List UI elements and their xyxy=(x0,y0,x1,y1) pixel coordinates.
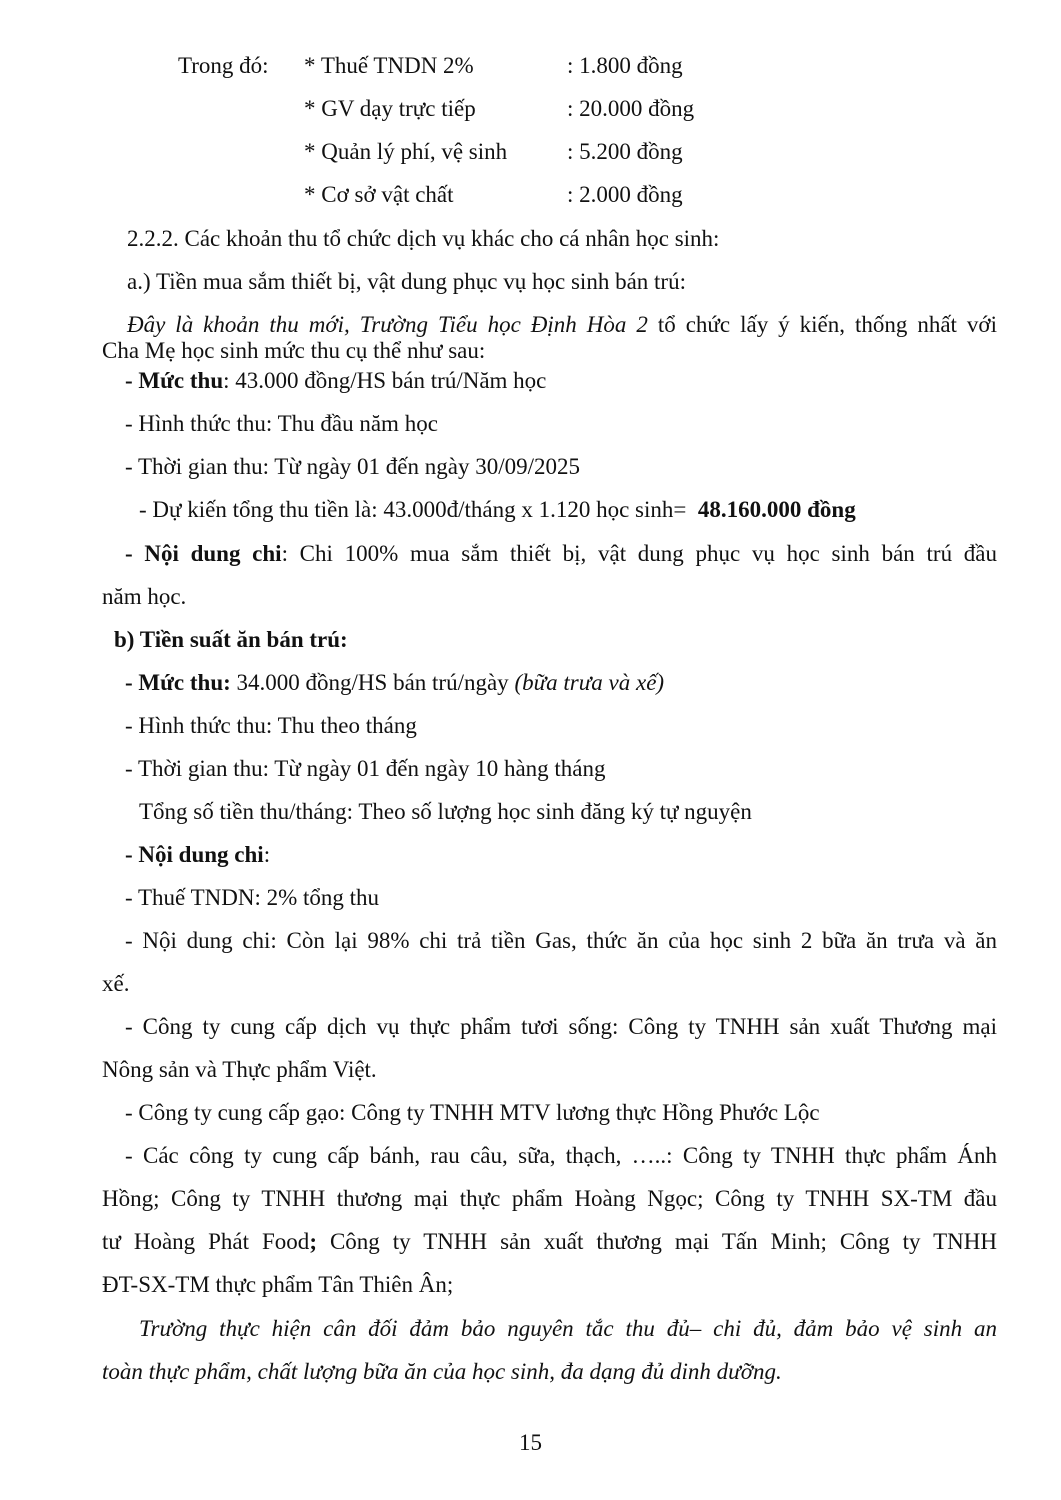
page-number: 15 xyxy=(519,1430,542,1455)
part-b-supplier-other-line-1: - Các công ty cung cấp bánh, rau câu, sữa, thạch, …..: Công ty TNHH thực phẩm Ánh xyxy=(125,1143,997,1168)
part-b-rate xyxy=(125,669,664,697)
part-b-form: - Hình thức thu: Thu theo tháng xyxy=(125,713,417,738)
part-a-spend-value: : Chi 100% mua sắm thiết bị, vật dung phục vụ học sinh bán trú đầu xyxy=(281,541,997,566)
breakdown-item-name: * Cơ sở vật chất xyxy=(304,182,454,207)
breakdown-item-value: : 2.000 đồng xyxy=(567,182,683,207)
part-a-estimate-total: 48.160.000 đồng xyxy=(697,497,856,522)
part-b-spend-rest-line-1: - Nội dung chi: Còn lại 98% chi trả tiền Gas, thức ăn của học sinh 2 bữa ăn trưa và ăn xyxy=(125,928,997,953)
part-a-intro-line-1 xyxy=(127,311,997,339)
part-b-supplier-fresh-line-1: - Công ty cung cấp dịch vụ thực phẩm tươi sống: Công ty TNHH sản xuất Thương mại xyxy=(125,1014,997,1039)
part-b-supplier-other-line-2: Hồng; Công ty TNHH thương mại thực phẩm Hoàng Ngọc; Công ty TNHH SX-TM đầu xyxy=(102,1186,997,1211)
part-a-form: - Hình thức thu: Thu đầu năm học xyxy=(125,411,438,436)
part-b-spend-rest-line-2: xế. xyxy=(102,971,130,996)
part-a-estimate xyxy=(139,496,856,524)
part-b-heading: b) Tiền suất ăn bán trú: xyxy=(114,627,348,652)
part-a-spend-label: - Nội dung chi xyxy=(125,541,282,566)
section-heading: 2.2.2. Các khoản thu tổ chức dịch vụ khác cho cá nhân học sinh: xyxy=(127,226,720,251)
part-b-supplier-rice: - Công ty cung cấp gạo: Công ty TNHH MTV lương thực Hồng Phước Lộc xyxy=(125,1100,820,1125)
breakdown-item-name: * Quản lý phí, vệ sinh xyxy=(304,139,508,164)
part-b-supplier-other-line-3 xyxy=(102,1228,997,1256)
part-a-rate-value: : 43.000 đồng/HS bán trú/Năm học xyxy=(223,368,547,393)
part-b-supplier-other-3b: ; xyxy=(309,1229,317,1254)
part-a-intro-rest: tổ chức lấy ý kiến, thống nhất với xyxy=(647,312,997,337)
part-b-total: Tổng số tiền thu/tháng: Theo số lượng học sinh đăng ký tự nguyện xyxy=(139,799,752,824)
part-b-supplier-fresh-line-2: Nông sản và Thực phẩm Việt. xyxy=(102,1057,377,1082)
breakdown-item-name: * Thuế TNDN 2% xyxy=(304,53,474,78)
breakdown-item-value: : 1.800 đồng xyxy=(567,53,683,78)
part-a-rate-label: - Mức thu xyxy=(125,368,224,393)
part-a-time: - Thời gian thu: Từ ngày 01 đến ngày 30/09/2025 xyxy=(125,454,580,479)
part-b-time: - Thời gian thu: Từ ngày 01 đến ngày 10 hàng tháng xyxy=(125,756,606,781)
breakdown-item-value: : 5.200 đồng xyxy=(567,139,683,164)
part-b-spend-colon: : xyxy=(263,842,271,867)
part-a-estimate-text: - Dự kiến tổng thu tiền là: 43.000đ/tháng x 1.120 học sinh= xyxy=(139,497,687,522)
part-a-intro-italic: Đây là khoản thu mới, Trường Tiểu học Định Hòa 2 xyxy=(127,312,648,337)
breakdown-label: Trong đó: xyxy=(178,53,269,78)
closing-text-1: Trường thực hiện cân đối đảm bảo nguyên tắc thu đủ– chi đủ, đảm bảo vệ sinh an xyxy=(139,1316,997,1341)
part-b-supplier-other-line-4: ĐT-SX-TM thực phẩm Tân Thiên Ân; xyxy=(102,1272,454,1297)
part-a-rate xyxy=(125,367,546,395)
part-b-tax: - Thuế TNDN: 2% tổng thu xyxy=(125,885,380,910)
part-b-rate-note: (bữa trưa và xế) xyxy=(514,670,665,695)
part-b-supplier-other-3a: tư Hoàng Phát Food xyxy=(102,1229,310,1254)
part-b-rate-value: 34.000 đồng/HS bán trú/ngày xyxy=(230,670,515,695)
closing-line-2: toàn thực phẩm, chất lượng bữa ăn của học sinh, đa dạng đủ dinh dưỡng. xyxy=(102,1359,782,1384)
breakdown-item-name: * GV dạy trực tiếp xyxy=(304,96,476,121)
part-a-spend-line-1 xyxy=(125,540,997,568)
part-a-intro-line-2: Cha Mẹ học sinh mức thu cụ thể như sau: xyxy=(102,338,486,363)
breakdown-item-value: : 20.000 đồng xyxy=(567,96,695,121)
part-b-spend xyxy=(125,841,270,869)
part-b-supplier-other-3c: Công ty TNHH sản xuất thương mại Tấn Minh; Công ty TNHH xyxy=(316,1229,997,1254)
part-a-heading: a.) Tiền mua sắm thiết bị, vật dung phục vụ học sinh bán trú: xyxy=(127,269,686,294)
part-b-rate-label: - Mức thu: xyxy=(125,670,231,695)
closing-line-1 xyxy=(139,1315,997,1343)
part-a-spend-line-2: năm học. xyxy=(102,584,187,609)
part-b-spend-label: - Nội dung chi xyxy=(125,842,264,867)
